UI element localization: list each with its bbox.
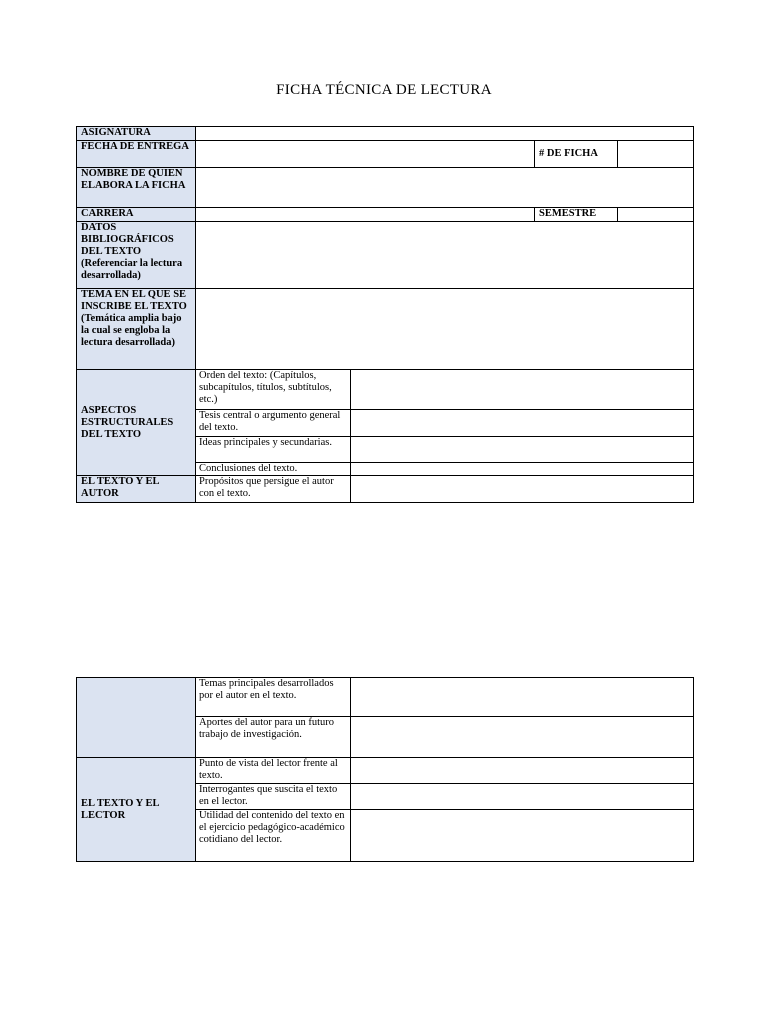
label-tema: TEMA EN EL QUE SE INSCRIBE EL TEXTO (Temática amplia bajo la cual se engloba la lectura desarrollada): [76, 288, 196, 370]
label-datos-bibliograficos: DATOS BIBLIOGRÁFICOS DEL TEXTO (Referenciar la lectura desarrollada): [76, 221, 196, 289]
field-utilidad[interactable]: [350, 809, 694, 862]
label-tesis-central: Tesis central o argumento general del texto.: [195, 409, 351, 437]
label-temas-principales: Temas principales desarrollados por el autor en el texto.: [195, 677, 351, 717]
label-texto-autor: EL TEXTO Y EL AUTOR: [76, 475, 196, 503]
label-orden-texto: Orden del texto: (Capítulos, subcapítulos, títulos, subtítulos, etc.): [195, 369, 351, 410]
field-interrogantes[interactable]: [350, 783, 694, 810]
label-propositos: Propósitos que persigue el autor con el texto.: [195, 475, 351, 503]
label-semestre: SEMESTRE: [534, 207, 618, 222]
field-aportes[interactable]: [350, 716, 694, 758]
label-interrogantes: Interrogantes que suscita el texto en el lector.: [195, 783, 351, 810]
field-punto-vista[interactable]: [350, 757, 694, 784]
label-conclusiones: Conclusiones del texto.: [195, 462, 351, 476]
label-punto-vista: Punto de vista del lector frente al texto.: [195, 757, 351, 784]
label-aspectos-estructurales: ASPECTOS ESTRUCTURALES DEL TEXTO: [76, 369, 196, 476]
label-texto-lector: EL TEXTO Y EL LECTOR: [76, 757, 196, 862]
page-title: FICHA TÉCNICA DE LECTURA: [276, 82, 492, 98]
field-temas-principales[interactable]: [350, 677, 694, 717]
label-fecha-entrega: FECHA DE ENTREGA: [76, 140, 196, 168]
label-nombre: NOMBRE DE QUIEN ELABORA LA FICHA: [76, 167, 196, 208]
label-utilidad: Utilidad del contenido del texto en el ejercicio pedagógico-académico cotidiano del lector.: [195, 809, 351, 862]
label-carrera: CARRERA: [76, 207, 196, 222]
label-num-ficha: # DE FICHA: [534, 140, 618, 168]
label-asignatura: ASIGNATURA: [76, 126, 196, 141]
label-aportes: Aportes del autor para un futuro trabajo de investigación.: [195, 716, 351, 758]
label-autor-continuation: [76, 677, 196, 758]
label-ideas-principales: Ideas principales y secundarias.: [195, 436, 351, 463]
